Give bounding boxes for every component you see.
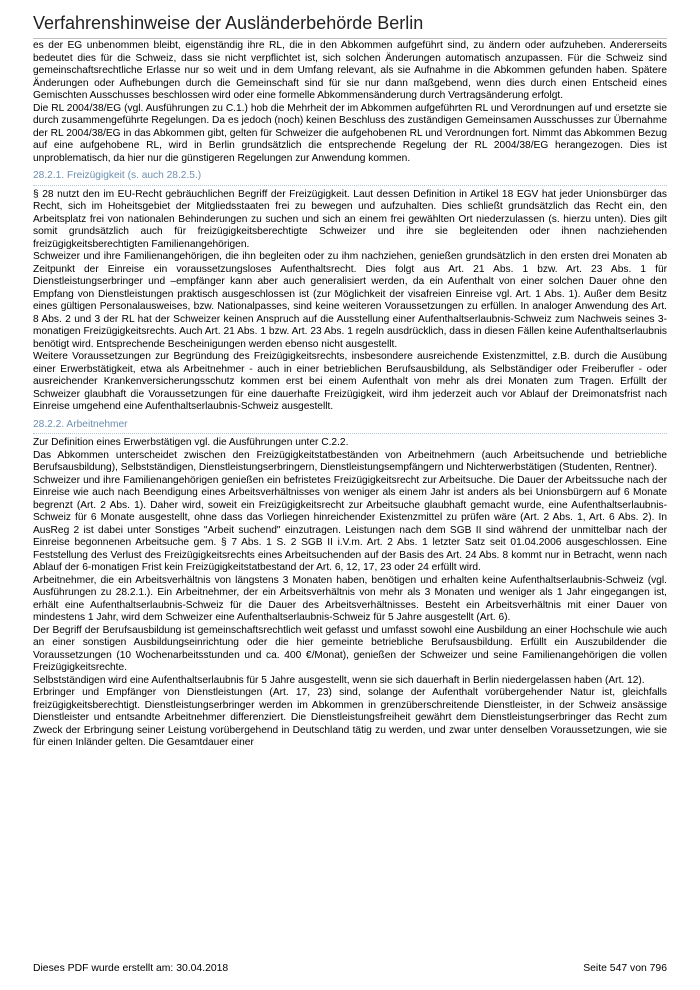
section-heading-arbeitnehmer: 28.2.2. Arbeitnehmer xyxy=(33,419,667,435)
body-paragraph: Weitere Voraussetzungen zur Begründung des Freizügigkeitsrechts, insbesondere ausreichende Existenzmittel, z.B. durch die Ausübung einer Erwerbstätigkeit, etwa als Arbeitnehmer - auch in einer betrieblichen Berufsausbildung, als Selbständiger oder Freiberufler - oder ausreichender Krankenversicherungsschutz kommen erst bei einem Aufenthalt von mehr als drei Monaten zum Tragen. Erfüllt der Schweizer glaubhaft die Voraussetzungen für eine dauerhafte Freizügigkeit, wird ihm jederzeit auch vor Ablauf der Dreimonatsfrist nach Einreise umgehend eine Aufenthaltserlaubnis-Schweiz ausgestellt. xyxy=(33,351,667,412)
body-paragraph: Arbeitnehmer, die ein Arbeitsverhältnis von längstens 3 Monaten haben, benötigen und erhalten keine Aufenthaltserlaubnis-Schweiz (vgl. Ausführungen zu 28.2.1.). Ein Arbeitnehmer, der ein Arbeitsverhältnis von mehr als 3 Monaten und weniger als 1 Jahr eingegangen ist, erhält eine Aufenthaltserlaubnis-Schweiz für die Dauer des Arbeitsverhältnisses. Besteht ein Arbeitsverhältnis mit einer Dauer von mindestens 1 Jahr, wird dem Schweizer eine Aufenthaltserlaubnis-Schweiz für 5 Jahre ausgestellt (Art. 6). xyxy=(33,574,667,623)
footer-page-number: Seite 547 von 796 xyxy=(583,963,667,974)
intro-paragraph: Die RL 2004/38/EG (vgl. Ausführungen zu C.1.) hob die Mehrheit der im Abkommen aufgeführten RL und Verordnungen auf und ersetzte sie durch zusammengeführte Regelungen. Da es jedoch (noch) keinen Beschluss des zuständigen Gemeinsamen Ausschusses zur Übernahme der RL 2004/38/EG in das Abkommen gibt, gelten für Schweizer die aufgehobenen RL und Verordnungen fort. Nimmt das Abkommen Bezug auf eine aufgehobene RL, wird in Berlin grundsätzlich die entsprechende Regelung der RL 2004/38/EG herangezogen. Dies ist unproblematisch, da hier nur die günstigeren Regelungen zur Anwendung kommen. xyxy=(33,102,667,164)
footer-created-date: Dieses PDF wurde erstellt am: 30.04.2018 xyxy=(33,963,229,974)
body-paragraph: § 28 nutzt den im EU-Recht gebräuchlichen Begriff der Freizügigkeit. Laut dessen Definition in Artikel 18 EGV hat jeder Unionsbürger das Recht, sich im Hoheitsgebiet der Mitgliedsstaaten frei zu bewegen und aufzuhalten. Dies schließt grundsätzlich das Recht ein, den Arbeitsplatz frei von nationalen Behinderungen zu suchen und sich an einem frei gewählten Ort niederzulassen (s. hierzu unten). Dies gilt somit grundsätzlich auch für freizügigkeitsberechtigte Schweizer und ihre sie begleitenden oder ihnen nachziehenden freizügigkeitsberechtigten Familienangehörigen. xyxy=(33,188,667,250)
body-paragraph: Der Begriff der Berufsausbildung ist gemeinschaftsrechtlich weit gefasst und umfasst sowohl eine Ausbildung an einer Hochschule wie auch an einer sonstigen Ausbildungseinrichtung oder die hier gemeinte betriebliche Berufsausbildung. Erfüllt ein Auszubildender die Voraussetzungen (10 Wochenarbeitsstunden und ca. 400 €/Monat), genießen der Schweizer und seine Familienangehörigen die vollen Freizügigkeitsrechte. xyxy=(33,624,667,673)
body-paragraph: Zur Definition eines Erwerbstätigen vgl. die Ausführungen unter C.2.2. xyxy=(33,437,349,448)
body-paragraph: Das Abkommen unterscheidet zwischen den Freizügigkeitstatbeständen von Arbeitnehmern (auch Arbeitsuchende und betriebliche Berufsausbildung), Selbstständigen, Dienstleistungserbringern, Dienstleistungsempfängern und Nichterwerbstätigen (Studenten, Rentner). xyxy=(33,449,667,473)
body-paragraph: Erbringer und Empfänger von Dienstleistungen (Art. 17, 23) sind, solange der Aufenthalt vorübergehender Natur ist, gleichfalls freizügigkeitsberechtigt. Dienstleistungserbringer werden im Abkommen in grenzüberschreitende Dienstleister, in der Schweiz ansässige Dienstleister und entsandte Arbeitnehmer differenziert. Die Dienstleistungsfreiheit gewährt dem Dienstleistungserbringer das Recht zum Zweck der Erbringung seiner Leistung vorübergehend in Deutschland tätig zu werden, und zwar unter denselben Voraussetzungen, wie sie für einen Inländer gelten. Die Gesamtdauer einer xyxy=(33,687,667,748)
header-divider xyxy=(33,38,667,39)
intro-paragraph: es der EG unbenommen bleibt, eigenständig ihre RL, die in den Abkommen aufgeführt sind, zu ändern oder aufzuheben. Andererseits bedeutet dies für die Schweiz, dass sie nicht verpflichtet ist, sich solchen Änderungen automatisch anzupassen. Für die Schweiz sind gemeinschaftsrechtliche Erlasse nur so weit und in dem Umfang relevant, als sie Aufnahme in die Abkommen gefunden haben. Spätere Änderungen oder Aufhebungen durch die Gemeinschaft sind für sie nur dann maßgebend, wenn dies durch einen Entscheid eines Gemischten Ausschusses beschlossen wird oder eine formelle Abkommensänderung durch Vertragsänderung erfolgt. xyxy=(33,40,667,101)
section-heading-freizuegigkeit: 28.2.1. Freizügigkeit (s. auch 28.2.5.) xyxy=(33,170,667,186)
body-paragraph: Selbstständigen wird eine Aufenthaltserlaubnis für 5 Jahre ausgestellt, wenn sie sich dauerhaft in Berlin niedergelassen haben (Art. 12). xyxy=(33,674,645,686)
body-paragraph: Schweizer und ihre Familienangehörigen, die ihn begleiten oder zu ihm nachziehen, genießen grundsätzlich in den ersten drei Monaten ab Zeitpunkt der Einreise ein voraussetzungsloses Aufenthaltsrecht. Dies folgt aus Art. 21 Abs. 1 bzw. Art. 23 Abs. 1 für Dienstleistungserbringer und –empfänger kann aber auch generalisiert werden, da ein Aufenthalt von einer solchen Dauer ohne den Empfang von Dienstleistungen praktisch ausgeschlossen ist (zur Möglichkeit der visafreien Einreise vgl. Art. 1 Abs. 1). Außer dem Besitz eines gültigen Personalausweises, bzw. Nationalpasses, sind keine weiteren Voraussetzungen zu erfüllen. In analoger Anwendung des Art. 8 Abs. 2 und 3 der RL hat der Schweizer keinen Anspruch auf die Ausstellung einer Aufenthaltserlaubnis-Schweiz zum Nachweis seines 3-monatigen Freizügigkeitsrechts. Auch Art. 21 Abs. 1 bzw. Art. 23 Abs. 1 regeln ausdrücklich, dass in diesen Fällen keine Aufenthaltserlaubnis benötigt wird. Entsprechende Bescheinigungen werden ebenso nicht ausgestellt. xyxy=(33,251,667,350)
page-title: Verfahrenshinweise der Ausländerbehörde Berlin xyxy=(33,13,424,33)
body-paragraph: Schweizer und ihre Familienangehörigen genießen ein befristetes Freizügigkeitsrecht zur Arbeitsuche. Die Dauer der Arbeitssuche nach der Einreise wie auch nach Beendigung eines Arbeitsverhältnisses von weniger als einem Jahr ist anders als bei Unionsbürgern auf 6 Monate begrenzt (Art. 2 Abs. 1). Daher wird, soweit ein Freizügigkeitsrecht zur Arbeitsuche glaubhaft gemacht wurde, eine Aufenthaltserlaubnis-Schweiz für 6 Monate ausgestellt, ohne dass das Vorliegen hinreichender Existenzmittel zu prüfen wäre (Art. 2 Abs. 1, Art. 6 Abs. 2). In AusReg 2 ist dabei unter Sonstiges "Arbeit suchend" einzutragen. Leistungen nach dem SGB II sind während der unmittelbar nach der Einreise begonnenen Arbeitsuche gem. § 7 Abs. 1 S. 2 SGB II i.V.m. Art. 2 Abs. 1 letzter Satz seit 01.04.2006 ausgeschlossen. Eine Feststellung des Verlust des Freizügigkeitsrechts eines Arbeitsuchenden auf der Basis des Art. 24 Abs. 8 kommt nur in Betracht, wenn nach Ablauf der 6-monatigen Frist kein Freizügigkeitstatbestand der Art. 6, 12, 17, 23 oder 24 erfüllt wird. xyxy=(33,474,667,573)
document-body xyxy=(33,40,667,750)
